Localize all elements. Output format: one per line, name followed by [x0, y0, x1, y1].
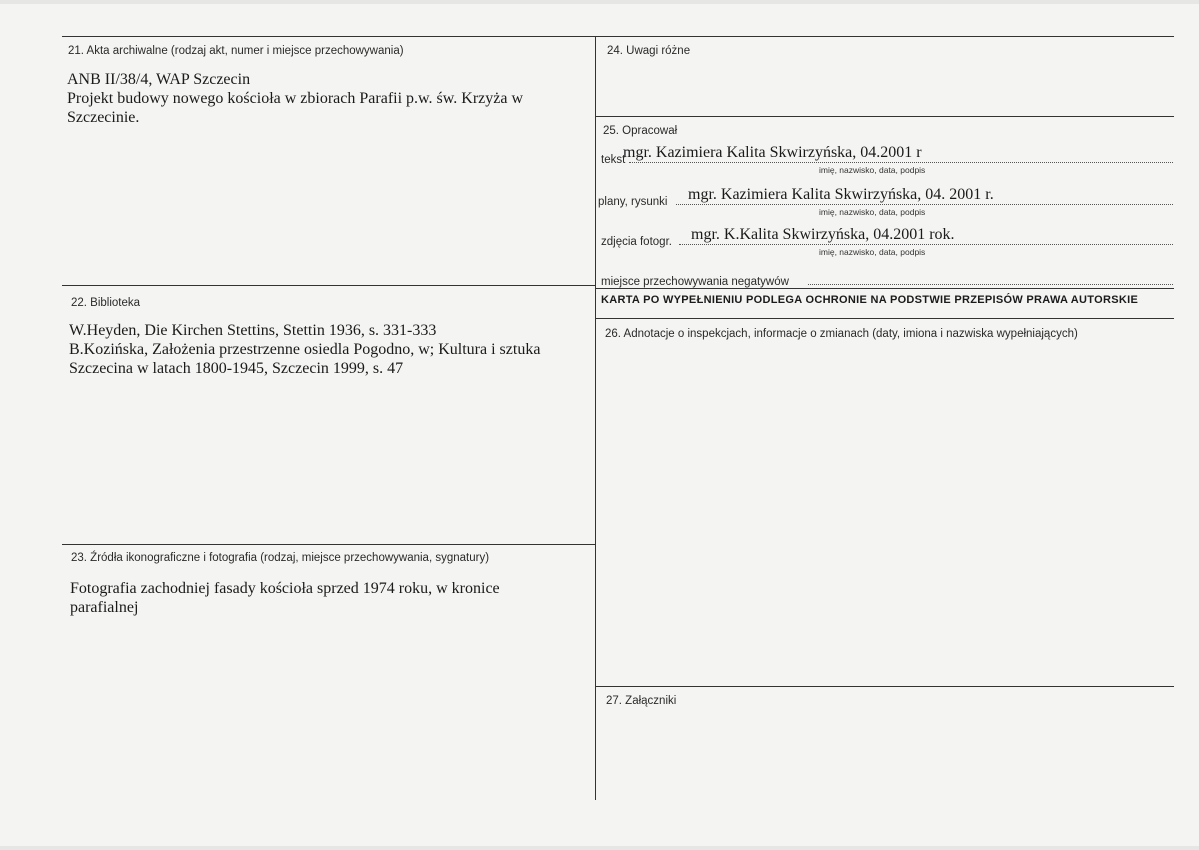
section-22-label: 22. Biblioteka: [71, 297, 141, 309]
section-23-line-2: parafialnej: [70, 599, 139, 616]
field-negatywy: [597, 268, 1173, 288]
field-negatywy-label: miejsce przechowywania negatywów: [601, 276, 789, 288]
section-25-label: 25. Opracował: [603, 125, 678, 137]
rule-27: [595, 686, 1174, 687]
field-plany-hint: imię, nazwisko, data, podpis: [819, 207, 926, 217]
field-plany-label: plany, rysunki: [598, 196, 668, 208]
field-zdjecia-dots: [679, 244, 1173, 245]
field-tekst-label: tekst: [601, 154, 626, 166]
rule-26: [595, 318, 1174, 319]
section-23-label: 23. Źródła ikonograficzne i fotografia (rodzaj, miejsce przechowywania, sygnatury): [71, 552, 490, 564]
rule-22: [62, 285, 595, 286]
field-plany-value: mgr. Kazimiera Kalita Skwirzyńska, 04. 2001 r.: [688, 186, 994, 203]
field-zdjecia-label: zdjęcia fotogr.: [601, 236, 672, 248]
field-tekst-dots: [629, 162, 1173, 163]
page-edge-bottom: [0, 846, 1199, 850]
page-edge-top: [0, 0, 1199, 4]
rule-copyright-top: [595, 288, 1174, 289]
field-zdjecia-hint: imię, nazwisko, data, podpis: [819, 247, 926, 257]
section-26-label: 26. Adnotacje o inspekcjach, informacje o zmianach (daty, imiona i nazwiska wypełniających): [605, 328, 1078, 340]
section-21-line-3: Szczecinie.: [67, 109, 140, 126]
field-tekst: [597, 144, 1173, 175]
section-21-line-1: ANB II/38/4, WAP Szczecin: [67, 71, 251, 88]
field-plany-dots: [676, 204, 1173, 205]
section-21-label: 21. Akta archiwalne (rodzaj akt, numer i miejsce przechowywania): [68, 45, 404, 57]
section-22-line-2: B.Kozińska, Założenia przestrzenne osiedla Pogodno, w; Kultura i sztuka: [69, 341, 541, 358]
section-24-label: 24. Uwagi różne: [607, 45, 691, 57]
section-22-line-3: Szczecina w latach 1800-1945, Szczecin 1999, s. 47: [69, 360, 404, 377]
top-rule: [62, 36, 1174, 37]
field-tekst-value: mgr. Kazimiera Kalita Skwirzyńska, 04.2001 r: [623, 144, 922, 161]
field-zdjecia-value: mgr. K.Kalita Skwirzyńska, 04.2001 rok.: [691, 226, 955, 243]
rule-23: [62, 544, 595, 545]
rule-25: [595, 116, 1174, 117]
field-tekst-hint: imię, nazwisko, data, podpis: [819, 165, 926, 175]
field-zdjecia: [597, 226, 1173, 257]
field-negatywy-dots: [808, 284, 1173, 285]
copyright-note: KARTA PO WYPEŁNIENIU PODLEGA OCHRONIE NA PODSTWIE PRZEPISÓW PRAWA AUTORSKIE: [601, 294, 1139, 306]
section-21-line-2: Projekt budowy nowego kościoła w zbiorach Parafii p.w. św. Krzyża w: [67, 90, 524, 107]
field-plany: [597, 186, 1173, 217]
section-22-line-1: W.Heyden, Die Kirchen Stettins, Stettin 1936, s. 331-333: [69, 322, 437, 339]
section-23-line-1: Fotografia zachodniej fasady kościoła sprzed 1974 roku, w kronice: [70, 580, 500, 597]
section-27-label: 27. Załączniki: [606, 695, 677, 707]
